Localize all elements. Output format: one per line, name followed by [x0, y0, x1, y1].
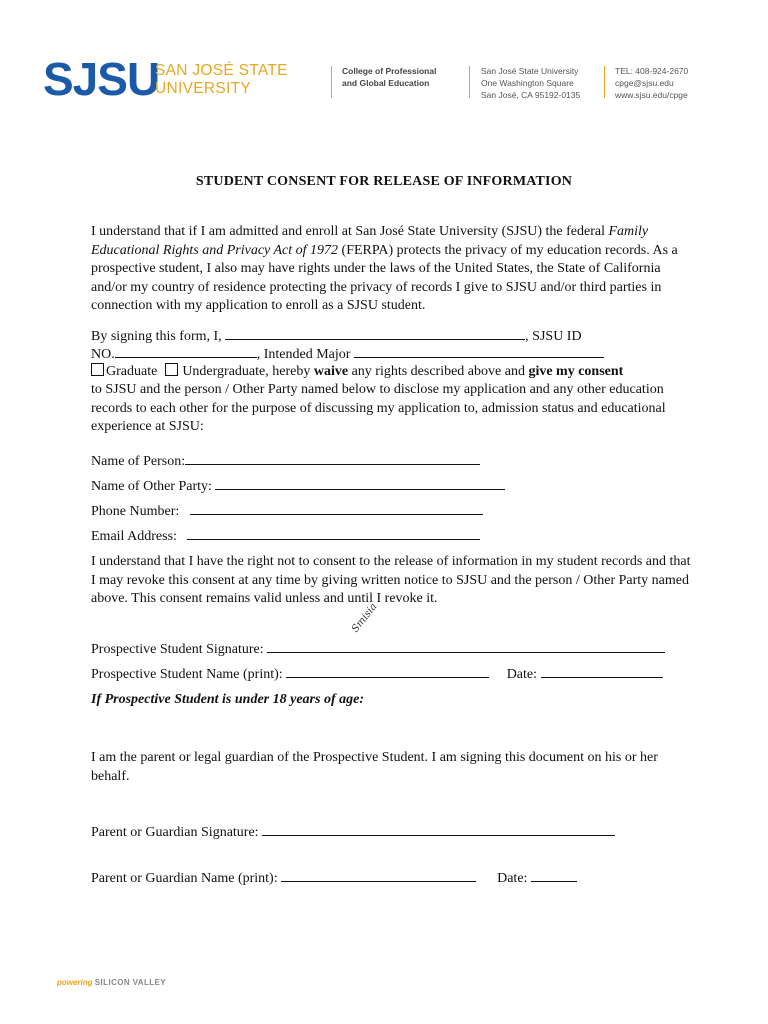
phone-number-field — [91, 502, 483, 521]
consent-paragraph: to SJSU and the person / Other Party named below to disclose my application and any other education records to each other for the purpose of discussing my application to, admission status and educational experience at SJSU: — [91, 382, 666, 434]
guardian-signature-blank[interactable] — [262, 823, 615, 836]
id-no-label: NO. — [91, 347, 115, 362]
signing-line — [91, 327, 582, 346]
ferpa-act-name: Family Educational Rights and Privacy Act of 1972 — [91, 224, 649, 258]
powering-silicon-valley-tagline — [57, 978, 166, 987]
email-address-label: Email Address: — [91, 529, 177, 544]
phone-number-blank[interactable] — [190, 502, 483, 515]
sjsu-id-label: , SJSU ID — [525, 329, 582, 344]
revoke-paragraph: I understand that I have the right not to consent to the release of information in my student records and that I may revoke this consent at any time by giving written notice to SJSU and the person / Other Party named above. This consent remains valid unless and until I revoke it. — [91, 554, 691, 606]
id-major-line — [91, 345, 604, 364]
graduate-checkbox[interactable] — [91, 363, 104, 376]
waive-text: waive — [313, 364, 349, 379]
student-name-print-label: Prospective Student Name (print): — [91, 667, 283, 682]
name-of-other-party-label: Name of Other Party: — [91, 479, 212, 494]
contact-info — [615, 65, 688, 101]
silicon-valley-text: SILICON VALLEY — [94, 978, 167, 987]
name-of-other-party-blank[interactable] — [215, 477, 505, 490]
student-name-blank[interactable] — [225, 327, 525, 340]
intended-major-blank[interactable] — [354, 345, 604, 358]
student-signature-blank[interactable] — [267, 640, 665, 653]
student-signature-label: Prospective Student Signature: — [91, 642, 264, 657]
university-name-line2: UNIVERSITY — [155, 80, 252, 97]
college-line2: and Global Education — [342, 78, 430, 88]
college-line1: College of Professional — [342, 66, 437, 76]
guardian-name-line — [91, 869, 577, 888]
email-contact: cpge@sjsu.edu — [615, 78, 674, 88]
university-address — [481, 65, 580, 101]
sjsu-logo: SJSU — [43, 53, 160, 105]
give-consent-text: give my consent — [528, 364, 624, 379]
undergraduate-checkbox[interactable] — [165, 363, 178, 376]
email-address-blank[interactable] — [187, 527, 480, 540]
address-line1: San José State University — [481, 66, 579, 76]
address-line3: San José, CA 95192-0135 — [481, 90, 581, 100]
student-name-line — [91, 665, 663, 684]
university-name — [155, 62, 288, 98]
intro-text-1: I understand that if I am admitted and enroll at San José State University (SJSU) the federal — [91, 224, 609, 239]
ferpa-intro-paragraph — [91, 223, 691, 316]
student-date-blank[interactable] — [541, 665, 663, 678]
guardian-signature-label: Parent or Guardian Signature: — [91, 825, 259, 840]
guardian-date-blank[interactable] — [531, 869, 577, 882]
header-divider — [469, 66, 470, 98]
college-name — [342, 65, 436, 89]
guardian-name-print-blank[interactable] — [281, 869, 476, 882]
document-title: STUDENT CONSENT FOR RELEASE OF INFORMATION — [195, 174, 573, 189]
email-address-field — [91, 527, 480, 546]
name-of-person-field — [91, 452, 480, 471]
intended-major-label: , Intended Major — [256, 347, 354, 362]
intro-text-2: (FERPA) protects the privacy of my education records. As a prospective student, I also may have rights under the laws of the United States, the State of California and/or my country of residence protecting the privacy of records I give to SJSU and/or third parties in connection with my application to enroll as a SJSU student. — [91, 242, 678, 313]
header-divider — [604, 66, 605, 98]
undergraduate-label: Undergraduate, hereby — [182, 364, 314, 379]
phone-contact: TEL: 408-924-2670 — [615, 66, 689, 76]
student-name-print-blank[interactable] — [286, 665, 489, 678]
university-name-line1: SAN JOSÉ STATE — [155, 62, 288, 79]
name-of-person-label: Name of Person: — [91, 454, 186, 469]
guardian-signature-line — [91, 823, 615, 842]
handwritten-signature: Smisia — [350, 601, 380, 635]
powering-text: powering — [57, 978, 93, 987]
phone-number-label: Phone Number: — [91, 504, 180, 519]
signing-prefix: By signing this form, I, — [91, 329, 226, 344]
name-of-person-blank[interactable] — [185, 452, 480, 465]
sjsu-id-blank[interactable] — [115, 345, 257, 358]
under-18-heading: If Prospective Student is under 18 years of age: — [91, 692, 364, 707]
student-type-line — [91, 363, 623, 381]
guardian-name-print-label: Parent or Guardian Name (print): — [91, 871, 278, 886]
student-date-label: Date: — [506, 667, 538, 682]
header-divider — [331, 66, 332, 98]
graduate-label: Graduate — [106, 364, 158, 379]
address-line2: One Washington Square — [481, 78, 574, 88]
student-signature-line — [91, 640, 665, 659]
website-contact: www.sjsu.edu/cpge — [615, 90, 688, 100]
waive-after-text: any rights described above and — [348, 364, 529, 379]
name-of-other-party-field — [91, 477, 505, 496]
guardian-statement: I am the parent or legal guardian of the Prospective Student. I am signing this document on his or her behalf. — [91, 750, 658, 784]
guardian-date-label: Date: — [497, 871, 528, 886]
